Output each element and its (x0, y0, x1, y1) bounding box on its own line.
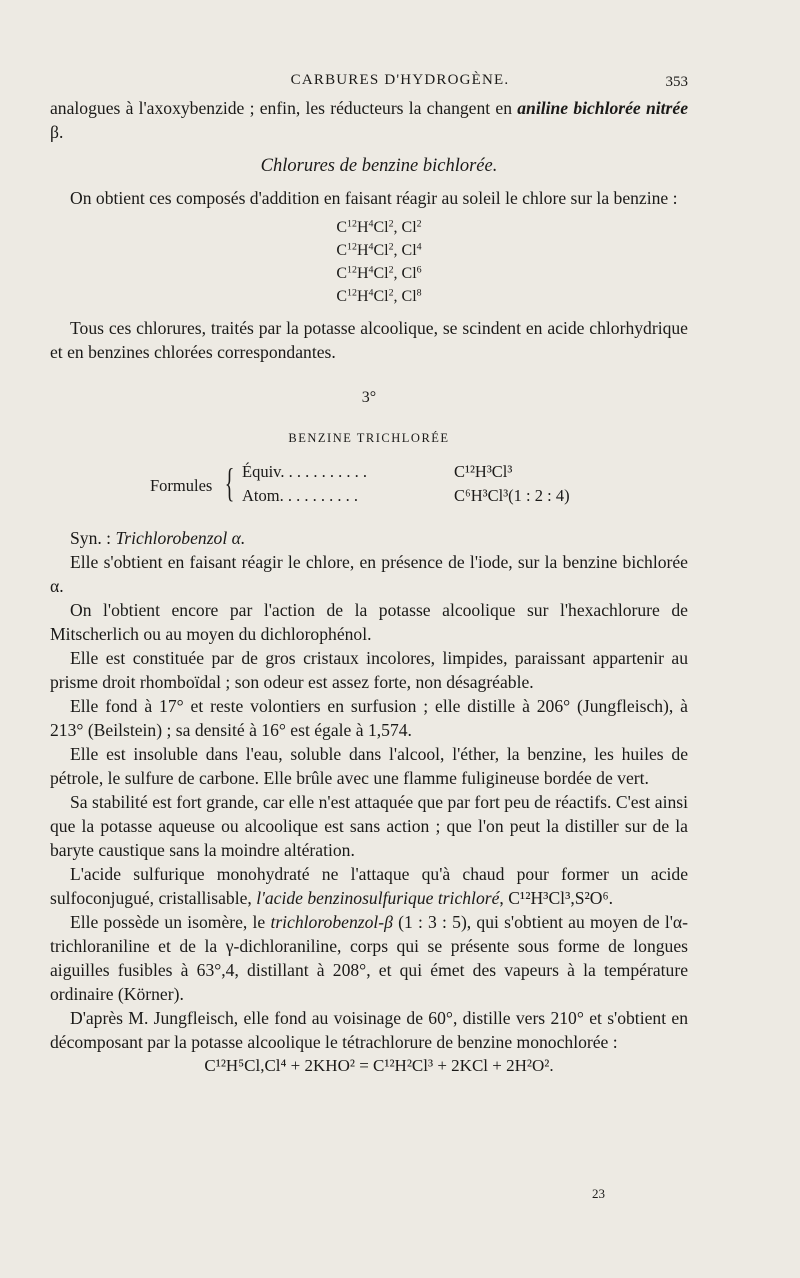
paragraph-3: Tous ces chlorures, traités par la potasse alcoolique, se scindent en acide chlorhydrique et en benzines chlorées correspondantes. (50, 318, 688, 362)
paragraph-6: Elle est constituée par de gros cristaux incolores, limpides, paraissant appartenir au prisme droit rhomboïdal ; son odeur est assez forte, non désagréable. (50, 648, 688, 692)
paragraph-8: Elle est insoluble dans l'eau, soluble dans l'alcool, l'éther, la benzine, les huiles de pétrole, le sulfure de carbone. Elle brûle avec une flamme fuligineuse bordée de vert. (50, 744, 688, 788)
formula-list (50, 216, 688, 308)
paragraph-tail: β. (50, 122, 64, 142)
running-title: CARBURES D'HYDROGÈNE. (290, 72, 510, 88)
paragraph-2: On obtient ces composés d'addition en faisant réagir au soleil le chlore sur la benzine : (70, 188, 678, 208)
paragraph-text: analogues à l'axoxybenzide ; enfin, les réducteurs la changent en (50, 98, 518, 118)
section-heading-chlorures: Chlorures de benzine bichlorée. (260, 156, 498, 176)
section-heading-benzine-trichloree: BENZINE TRICHLORÉE (288, 431, 450, 445)
atom-formula: C⁶H³Cl³(1 : 2 : 4) (454, 486, 570, 505)
formula-line: $C^{12}H^4Cl^2$, Cl$^8$ (336, 287, 422, 305)
paragraph-5: On l'obtient encore par l'action de la potasse alcoolique sur l'hexachlorure de Mitscherlich ou au moyen du dichlorophénol. (50, 600, 688, 644)
formula-line: $C^{12}H^4Cl^2$, Cl$^2$ (336, 218, 422, 236)
signature-mark: 23 (592, 1186, 605, 1201)
formula-table-label: Formules (150, 476, 213, 495)
brace-icon: { (224, 460, 235, 505)
paragraph-11: Elle possède un isomère, le trichlorobenzol-β (1 : 3 : 5), qui s'obtient au moyen de l'α-trichloraniline et de la γ-dichloraniline, corps qui se présente sous forme de longues aiguilles fusibles à 63°,4, distillant à 208°, et qui émet des vapeurs à la température ordinaire (Körner). (50, 912, 688, 1004)
paragraph-7: Elle fond à 17° et reste volontiers en surfusion ; elle distille à 206° (Jungfleisch), à 213° (Beilstein) ; sa densité à 16° est égale à 1,574. (50, 696, 688, 740)
reaction-equation: C¹²H⁵Cl,Cl⁴ + 2KHO² = C¹²H²Cl³ + 2KCl + 2H²O². (204, 1056, 554, 1075)
paragraph-12: D'après M. Jungfleisch, elle fond au voisinage de 60°, distille vers 210° et s'obtient en décomposant par la potasse alcoolique le tétrachlorure de benzine monochlorée : (50, 1008, 688, 1052)
formula-line: $C^{12}H^4Cl^2$, Cl$^6$ (336, 264, 422, 282)
emphasized-term: aniline bichlorée nitrée (517, 98, 688, 118)
page-body (50, 96, 688, 1078)
atom-label: Atom. . . . . . . . . . (242, 486, 358, 505)
paragraph-4: Elle s'obtient en faisant réagir le chlore, en présence de l'iode, sur la benzine bichlorée α. (50, 552, 688, 596)
emphasized-term: l'acide benzinosulfurique trichloré (256, 888, 500, 908)
formula-table (50, 458, 688, 518)
synonym-name: Trichlorobenzol α. (115, 528, 246, 548)
formula-line: $C^{12}H^4Cl^2$, Cl$^4$ (336, 241, 422, 259)
paragraph-9: Sa stabilité est fort grande, car elle n'est attaquée que par fort peu de réactifs. C'est ainsi que la potasse aqueuse ou alcoolique est sans action ; que l'on peut la distiller sur de la baryte caustique sans la moindre altération. (50, 792, 688, 860)
emphasized-term: trichlorobenzol-β (270, 912, 393, 932)
paragraph-1 (50, 96, 688, 144)
page-header (0, 72, 800, 96)
equiv-label: Équiv. . . . . . . . . . . (242, 462, 367, 481)
paragraph-10: L'acide sulfurique monohydraté ne l'attaque qu'à chaud pour former un acide sulfoconjugué, cristallisable, l'acide benzinosulfurique trichloré, C¹²H³Cl³,S²O⁶. (50, 864, 688, 908)
section-number: 3° (361, 389, 377, 406)
equiv-formula: C¹²H³Cl³ (454, 462, 513, 481)
page-number: 353 (665, 74, 688, 90)
synonym-line: Syn. : Trichlorobenzol α. (70, 528, 246, 548)
